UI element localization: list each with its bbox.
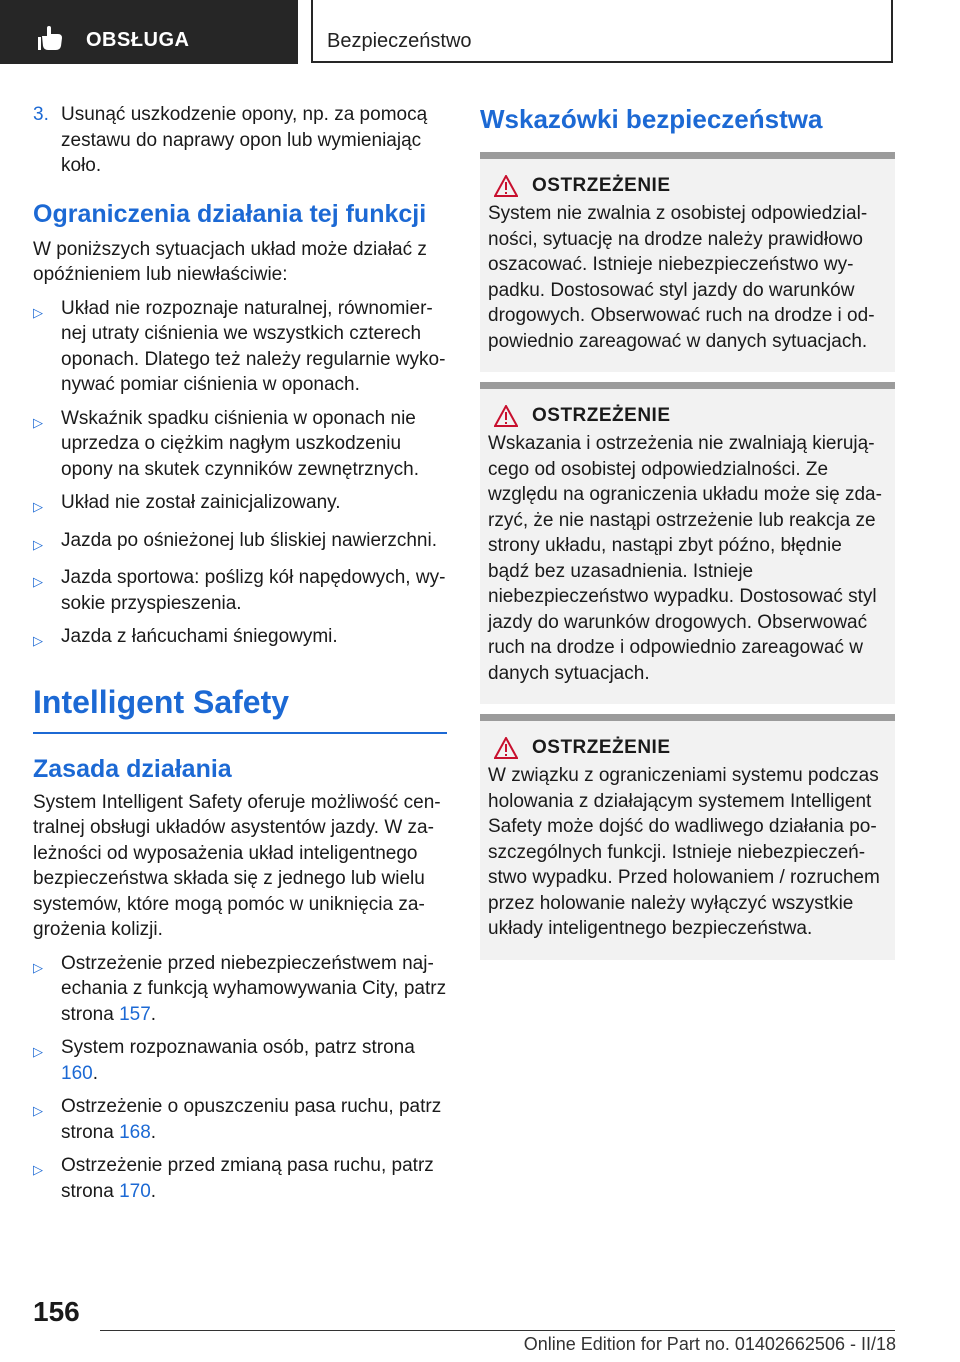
- chapter-title: OBSŁUGA: [86, 29, 190, 51]
- list-item: [33, 565, 447, 616]
- bullet-triangle-icon: ▷: [33, 574, 43, 589]
- page-link[interactable]: 168: [119, 1121, 151, 1143]
- page-link[interactable]: 157: [119, 1003, 151, 1025]
- section-header: [311, 0, 893, 63]
- list-item-end: .: [150, 1180, 157, 1202]
- page-link[interactable]: 160: [61, 1062, 93, 1084]
- list-item: [33, 1035, 447, 1086]
- warning-text: Wskazania i ostrzeżenia nie zwalniają kierującego od osobistej odpowiedzialności. Ze względu na ograniczenia układu może się zdarzyć, że nie nastąpi ostrzeżenie lub reakcja ze strony układu, nastąpi zbyt późno, błędnie bądź bez uzasadnienia. Istnieje niebezpieczeństwo wypadku. Dostosować styl jazdy do warunków drogowych. Obserwować ruch na drodze i odpowiednio zareagować w danych sytuacjach.: [488, 433, 882, 684]
- right-column: [480, 102, 895, 970]
- bullet-triangle-icon: ▷: [33, 499, 43, 514]
- limits-heading: Ograniczenia działania tej funkcji: [33, 199, 427, 228]
- warning-triangle-icon: [494, 737, 518, 759]
- list-item-text: System rozpoznawania osób, patrz strona: [61, 1037, 415, 1058]
- list-item-text: Wskaźnik spadku ciśnienia w oponach nie uprzedza o ciężkim nagłym uszkodzeniu opony na skutek czynników zewnętrznych.: [61, 407, 420, 480]
- warning-box: [480, 714, 895, 960]
- footer-edition: Online Edition for Part no. 01402662506 - II/18: [523, 1334, 896, 1354]
- bullet-triangle-icon: ▷: [33, 633, 43, 648]
- list-item: [33, 406, 447, 483]
- list-item-text: Jazda z łańcuchami śniegowymi.: [61, 626, 338, 647]
- list-item-text: Układ nie rozpoznaje naturalnej, równomiernej utraty ciśnienia we wszystkich czterech oponach. Dlatego też należy regularnie wykonywać pomiar ciśnienia w oponach.: [61, 297, 446, 395]
- chapter-tab[interactable]: [0, 0, 298, 64]
- list-item: [33, 296, 447, 398]
- main-heading: Intelligent Safety: [33, 682, 447, 734]
- warning-text: System nie zwalnia z osobistej odpowiedzialności, sytuację na drodze należy prawidłowo oszacować. Istnieje niebezpieczeństwo wypadku. Dostosować styl jazdy do warunków drogowych. Obserwować ruch na drodze i odpowiednio zareagować w danych sytuacjach.: [488, 203, 875, 352]
- list-item: [33, 490, 447, 520]
- warning-triangle-icon: [494, 175, 518, 197]
- list-item-end: .: [150, 1003, 157, 1025]
- warning-triangle-icon: [494, 405, 518, 427]
- warning-title: OSTRZEŻENIE: [532, 175, 671, 196]
- step-text: Usunąć uszkodzenie opony, np. za pomocą zestawu do naprawy opon lub wymieniając koło.: [61, 104, 428, 176]
- list-item: [33, 1094, 447, 1145]
- limits-list: [33, 296, 447, 654]
- warning-box: [480, 382, 895, 704]
- safety-notes-heading: Wskazówki bezpieczeństwa: [480, 104, 823, 134]
- page-link[interactable]: 170: [119, 1180, 151, 1202]
- systems-list: [33, 951, 447, 1205]
- list-item-end: .: [150, 1121, 157, 1143]
- warning-box: [480, 152, 895, 372]
- principle-heading: Zasada działania: [33, 754, 232, 783]
- list-item-text: Jazda po ośnieżonej lub śliskiej nawierzchni.: [61, 529, 437, 551]
- bullet-triangle-icon: ▷: [33, 1044, 43, 1059]
- step-number: 3.: [33, 104, 49, 125]
- bullet-triangle-icon: ▷: [33, 959, 43, 975]
- warning-header: [494, 737, 885, 759]
- page-number: 156: [33, 1296, 80, 1327]
- list-item: [33, 624, 447, 654]
- hand-icon: [38, 26, 64, 50]
- warning-header: [494, 405, 885, 427]
- list-item: [33, 528, 447, 558]
- list-item-text: Ostrzeżenie przed niebezpieczeństwem najechania z funkcją wyhamowywania City, patrz strona: [61, 952, 447, 1025]
- bullet-triangle-icon: ▷: [33, 304, 43, 320]
- warning-title: OSTRZEŻENIE: [532, 737, 671, 758]
- warning-text: W związku z ograniczeniami systemu podczas holowania z działającym systemem Intelligent Safety może dojść do wadliwego działania poszczególnych funkcji. Istnieje niebezpieczeństwo wypadku. Przed holowaniem / rozruchem przez holowanie należy wyłączyć wszystkie układy inteligentnego bezpieczeństwa.: [488, 765, 880, 939]
- list-item-text: Układ nie został zainicjalizowany.: [61, 492, 341, 513]
- numbered-step: [33, 102, 447, 179]
- list-item: [33, 1153, 447, 1204]
- bullet-triangle-icon: ▷: [33, 536, 43, 552]
- list-item-end: .: [92, 1062, 98, 1084]
- limits-intro: W poniższych sytuacjach układ może działać z opóźnieniem lub niewłaściwie:: [33, 238, 427, 285]
- warning-header: [494, 175, 885, 197]
- footer-divider: [100, 1330, 895, 1331]
- list-item-text: Jazda sportowa: poślizg kół napędowych, wysokie przyspieszenia.: [61, 567, 446, 614]
- bullet-triangle-icon: ▷: [33, 414, 43, 430]
- list-item-text: Ostrzeżenie przed zmianą pasa ruchu, patrz strona: [61, 1155, 434, 1202]
- bullet-triangle-icon: ▷: [33, 1103, 43, 1118]
- list-item: [33, 951, 447, 1028]
- left-column: [33, 102, 447, 1212]
- bullet-triangle-icon: ▷: [33, 1162, 43, 1177]
- list-item-text: Ostrzeżenie o opuszczeniu pasa ruchu, patrz strona: [61, 1096, 442, 1143]
- warning-title: OSTRZEŻENIE: [532, 405, 671, 426]
- section-title: Bezpieczeństwo: [327, 30, 472, 52]
- principle-text: System Intelligent Safety oferuje możliwość centralnej obsługi układów asystentów jazdy. W zależności od wyposażenia układ inteligentnego bezpieczeństwa składa się z jednego lub wielu systemów, które mogą pomóc w uniknięcia zagrożenia kolizji.: [33, 791, 441, 940]
